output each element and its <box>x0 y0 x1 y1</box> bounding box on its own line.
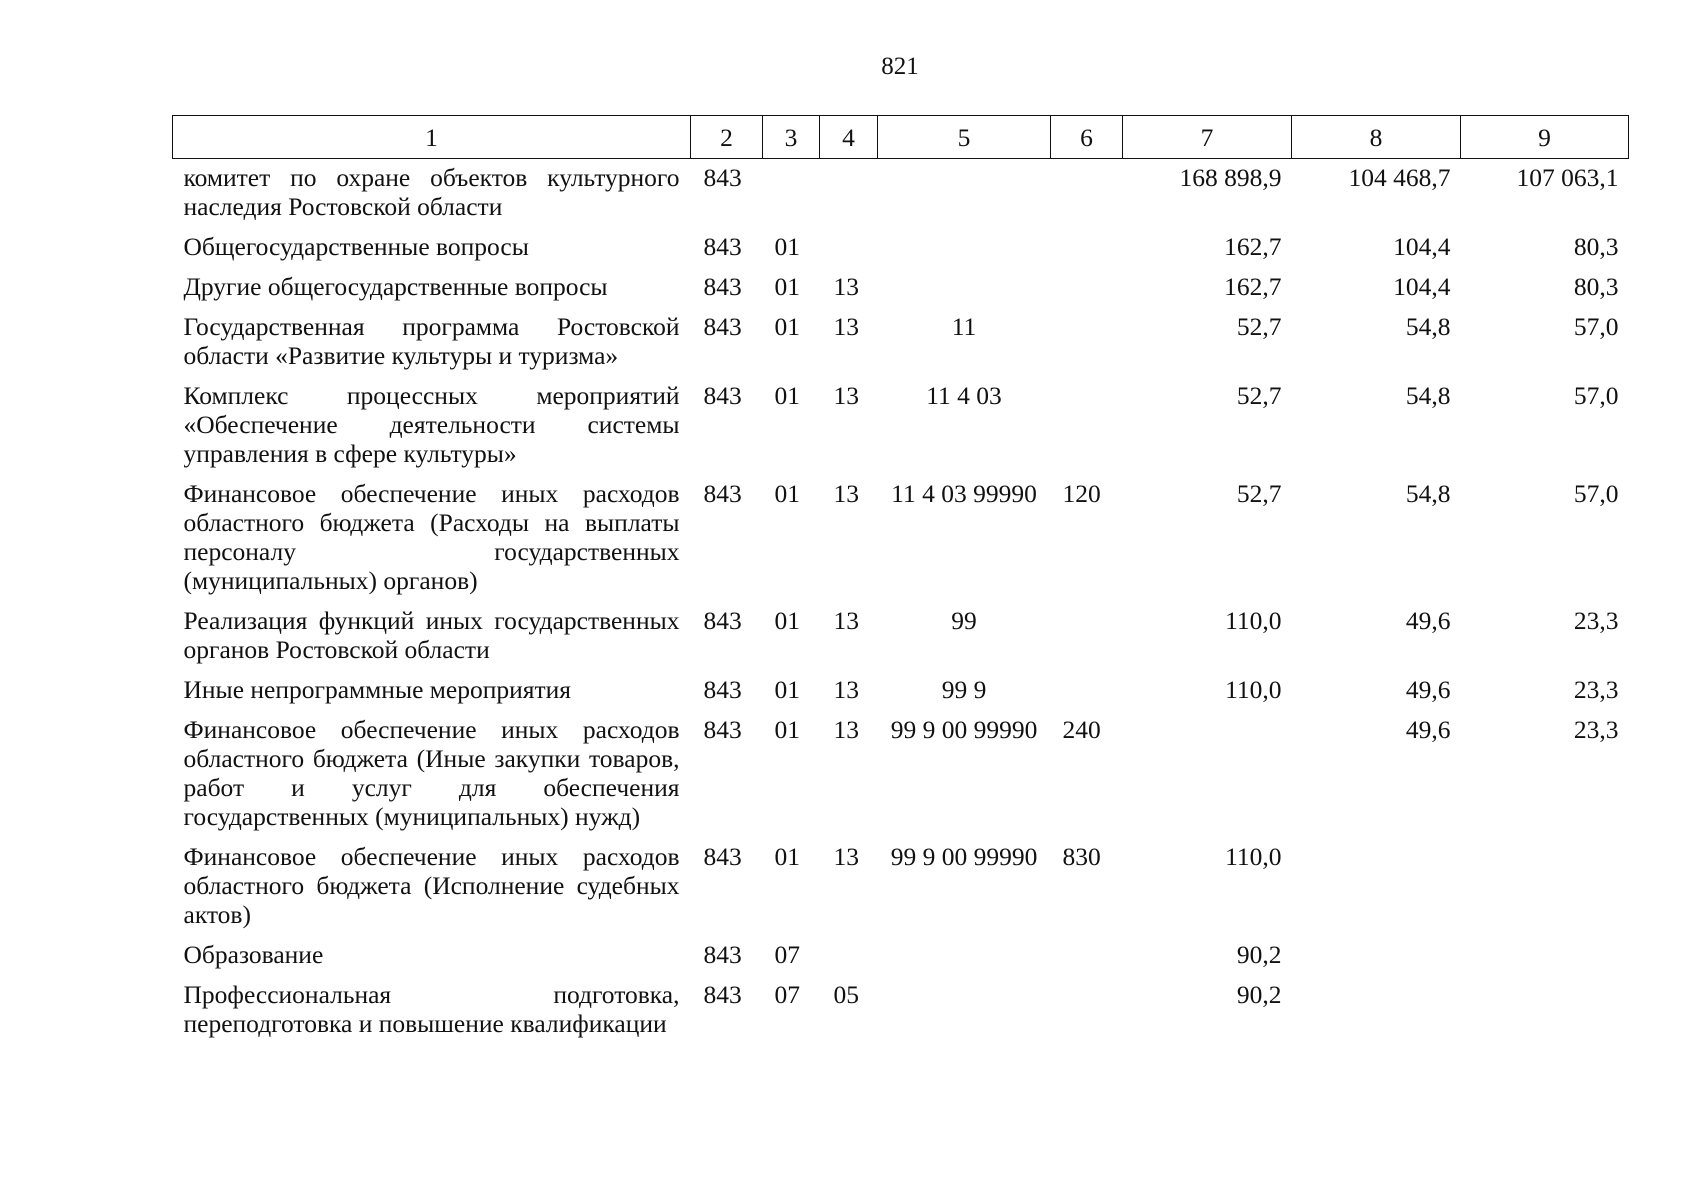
code-section: 01 <box>774 272 800 301</box>
table-row <box>173 940 1629 980</box>
amount-col-8: 49,6 <box>1405 675 1451 704</box>
code-target: 11 4 03 <box>926 381 1002 410</box>
code-section: 01 <box>774 232 800 261</box>
code-ministry: 843 <box>703 606 742 635</box>
code-subsection: 05 <box>833 980 859 1009</box>
code-expense-type <box>1051 159 1123 233</box>
amount-col-9: 23,3 <box>1573 606 1619 635</box>
code-subsection: 13 <box>833 715 859 744</box>
row-name: Иные непрограммные мероприятия <box>183 675 572 704</box>
row-name: Общегосударственные вопросы <box>183 232 529 261</box>
code-subsection: 13 <box>833 606 859 635</box>
code-target: 11 4 03 99990 <box>891 479 1037 508</box>
amount-col-7: 162,7 <box>1224 232 1282 261</box>
code-subsection: 13 <box>833 272 859 301</box>
column-header: 3 <box>763 116 820 159</box>
code-section: 01 <box>774 715 800 744</box>
row-name: Финансовое обеспечение иных расходов областного бюджета (Иные закупки товаров, работ и услуг для обеспечения государственных (муниципальных) нужд) <box>183 715 680 831</box>
amount-col-8: 104,4 <box>1393 272 1451 301</box>
code-ministry: 843 <box>703 675 742 704</box>
code-section: 01 <box>774 842 800 871</box>
code-target: 99 9 <box>941 675 987 704</box>
code-subsection: 13 <box>833 479 859 508</box>
amount-col-7: 90,2 <box>1236 980 1282 1009</box>
amount-col-7: 110,0 <box>1225 842 1282 871</box>
code-section: 07 <box>774 940 800 969</box>
column-header: 9 <box>1461 116 1629 159</box>
amount-col-9: 57,0 <box>1573 479 1619 508</box>
budget-table <box>172 115 1629 1049</box>
amount-col-9: 107 063,1 <box>1516 163 1619 192</box>
column-header: 7 <box>1123 116 1292 159</box>
table-row <box>173 272 1629 312</box>
table-row <box>173 606 1629 675</box>
amount-col-9 <box>1461 940 1629 980</box>
row-name: Реализация функций иных государственных органов Ростовской области <box>183 606 680 664</box>
amount-col-8: 54,8 <box>1405 479 1451 508</box>
amount-col-9: 23,3 <box>1573 715 1619 744</box>
amount-col-9 <box>1461 980 1629 1049</box>
table-row <box>173 842 1629 940</box>
amount-col-9 <box>1461 842 1629 940</box>
amount-col-8 <box>1292 980 1461 1049</box>
code-ministry: 843 <box>703 715 742 744</box>
code-section: 07 <box>774 980 800 1009</box>
amount-col-9: 23,3 <box>1573 675 1619 704</box>
amount-col-7: 52,7 <box>1236 479 1282 508</box>
amount-col-9: 57,0 <box>1573 312 1619 341</box>
amount-col-7: 168 898,9 <box>1179 163 1282 192</box>
row-name: Профессиональная подготовка, переподготовка и повышение квалификации <box>183 980 680 1038</box>
table-row <box>173 381 1629 479</box>
code-expense-type: 120 <box>1062 479 1101 508</box>
column-header: 4 <box>820 116 878 159</box>
amount-col-8: 104,4 <box>1393 232 1451 261</box>
code-ministry: 843 <box>703 232 742 261</box>
code-target <box>878 980 1051 1049</box>
row-name: Комплекс процессных мероприятий «Обеспечение деятельности системы управления в сфере культуры» <box>183 381 680 468</box>
row-name: Финансовое обеспечение иных расходов областного бюджета (Исполнение судебных актов) <box>183 842 680 929</box>
column-header: 6 <box>1051 116 1123 159</box>
table-header-row <box>173 116 1629 159</box>
amount-col-7: 110,0 <box>1225 675 1282 704</box>
table-row <box>173 479 1629 606</box>
amount-col-7: 52,7 <box>1236 312 1282 341</box>
amount-col-8 <box>1292 940 1461 980</box>
row-name: комитет по охране объектов культурного наследия Ростовской области <box>183 163 680 221</box>
table-row <box>173 675 1629 715</box>
amount-col-7: 90,2 <box>1236 940 1282 969</box>
column-header: 1 <box>173 116 691 159</box>
code-section: 01 <box>774 675 800 704</box>
code-subsection <box>820 940 878 980</box>
page-number: 821 <box>881 53 919 80</box>
row-name: Образование <box>183 940 324 969</box>
code-expense-type <box>1051 272 1123 312</box>
code-subsection: 13 <box>833 381 859 410</box>
code-ministry: 843 <box>703 381 742 410</box>
amount-col-8: 49,6 <box>1405 606 1451 635</box>
code-subsection: 13 <box>833 842 859 871</box>
code-subsection <box>820 159 878 233</box>
column-header: 5 <box>878 116 1051 159</box>
table-row <box>173 980 1629 1049</box>
code-target: 99 <box>951 606 977 635</box>
code-ministry: 843 <box>703 479 742 508</box>
code-expense-type <box>1051 940 1123 980</box>
code-target: 99 9 00 99990 <box>890 842 1038 871</box>
code-expense-type <box>1051 675 1123 715</box>
table-row <box>173 312 1629 381</box>
code-expense-type: 240 <box>1062 715 1101 744</box>
code-section: 01 <box>774 381 800 410</box>
code-target <box>878 272 1051 312</box>
row-name: Государственная программа Ростовской области «Развитие культуры и туризма» <box>183 312 680 370</box>
table-row <box>173 715 1629 842</box>
row-name: Другие общегосударственные вопросы <box>183 272 608 301</box>
code-section <box>763 159 820 233</box>
table-row <box>173 232 1629 272</box>
code-expense-type <box>1051 381 1123 479</box>
code-expense-type <box>1051 312 1123 381</box>
column-header: 2 <box>691 116 763 159</box>
code-target <box>878 232 1051 272</box>
code-subsection <box>820 232 878 272</box>
amount-col-9: 57,0 <box>1573 381 1619 410</box>
code-section: 01 <box>774 312 800 341</box>
amount-col-8: 49,6 <box>1405 715 1451 744</box>
code-ministry: 843 <box>703 312 742 341</box>
code-ministry: 843 <box>703 980 742 1009</box>
amount-col-9: 80,3 <box>1573 232 1619 261</box>
amount-col-7: 110,0 <box>1225 606 1282 635</box>
code-ministry: 843 <box>703 163 742 192</box>
code-ministry: 843 <box>703 272 742 301</box>
amount-col-7 <box>1123 715 1292 842</box>
code-target: 99 9 00 99990 <box>890 715 1038 744</box>
table-row <box>173 159 1629 233</box>
code-ministry: 843 <box>703 940 742 969</box>
code-subsection: 13 <box>833 312 859 341</box>
code-expense-type <box>1051 980 1123 1049</box>
code-subsection: 13 <box>833 675 859 704</box>
code-ministry: 843 <box>703 842 742 871</box>
amount-col-7: 162,7 <box>1224 272 1282 301</box>
code-target <box>878 940 1051 980</box>
amount-col-8: 54,8 <box>1405 312 1451 341</box>
amount-col-7: 52,7 <box>1236 381 1282 410</box>
code-section: 01 <box>774 479 800 508</box>
column-header: 8 <box>1292 116 1461 159</box>
code-expense-type: 830 <box>1062 842 1101 871</box>
row-name: Финансовое обеспечение иных расходов областного бюджета (Расходы на выплаты персоналу государственных (муниципальных) органов) <box>183 479 680 595</box>
amount-col-8: 104 468,7 <box>1348 163 1451 192</box>
code-expense-type <box>1051 606 1123 675</box>
amount-col-9: 80,3 <box>1573 272 1619 301</box>
amount-col-8 <box>1292 842 1461 940</box>
code-target <box>878 159 1051 233</box>
code-expense-type <box>1051 232 1123 272</box>
amount-col-8: 54,8 <box>1405 381 1451 410</box>
code-section: 01 <box>774 606 800 635</box>
code-target: 11 <box>951 312 977 341</box>
